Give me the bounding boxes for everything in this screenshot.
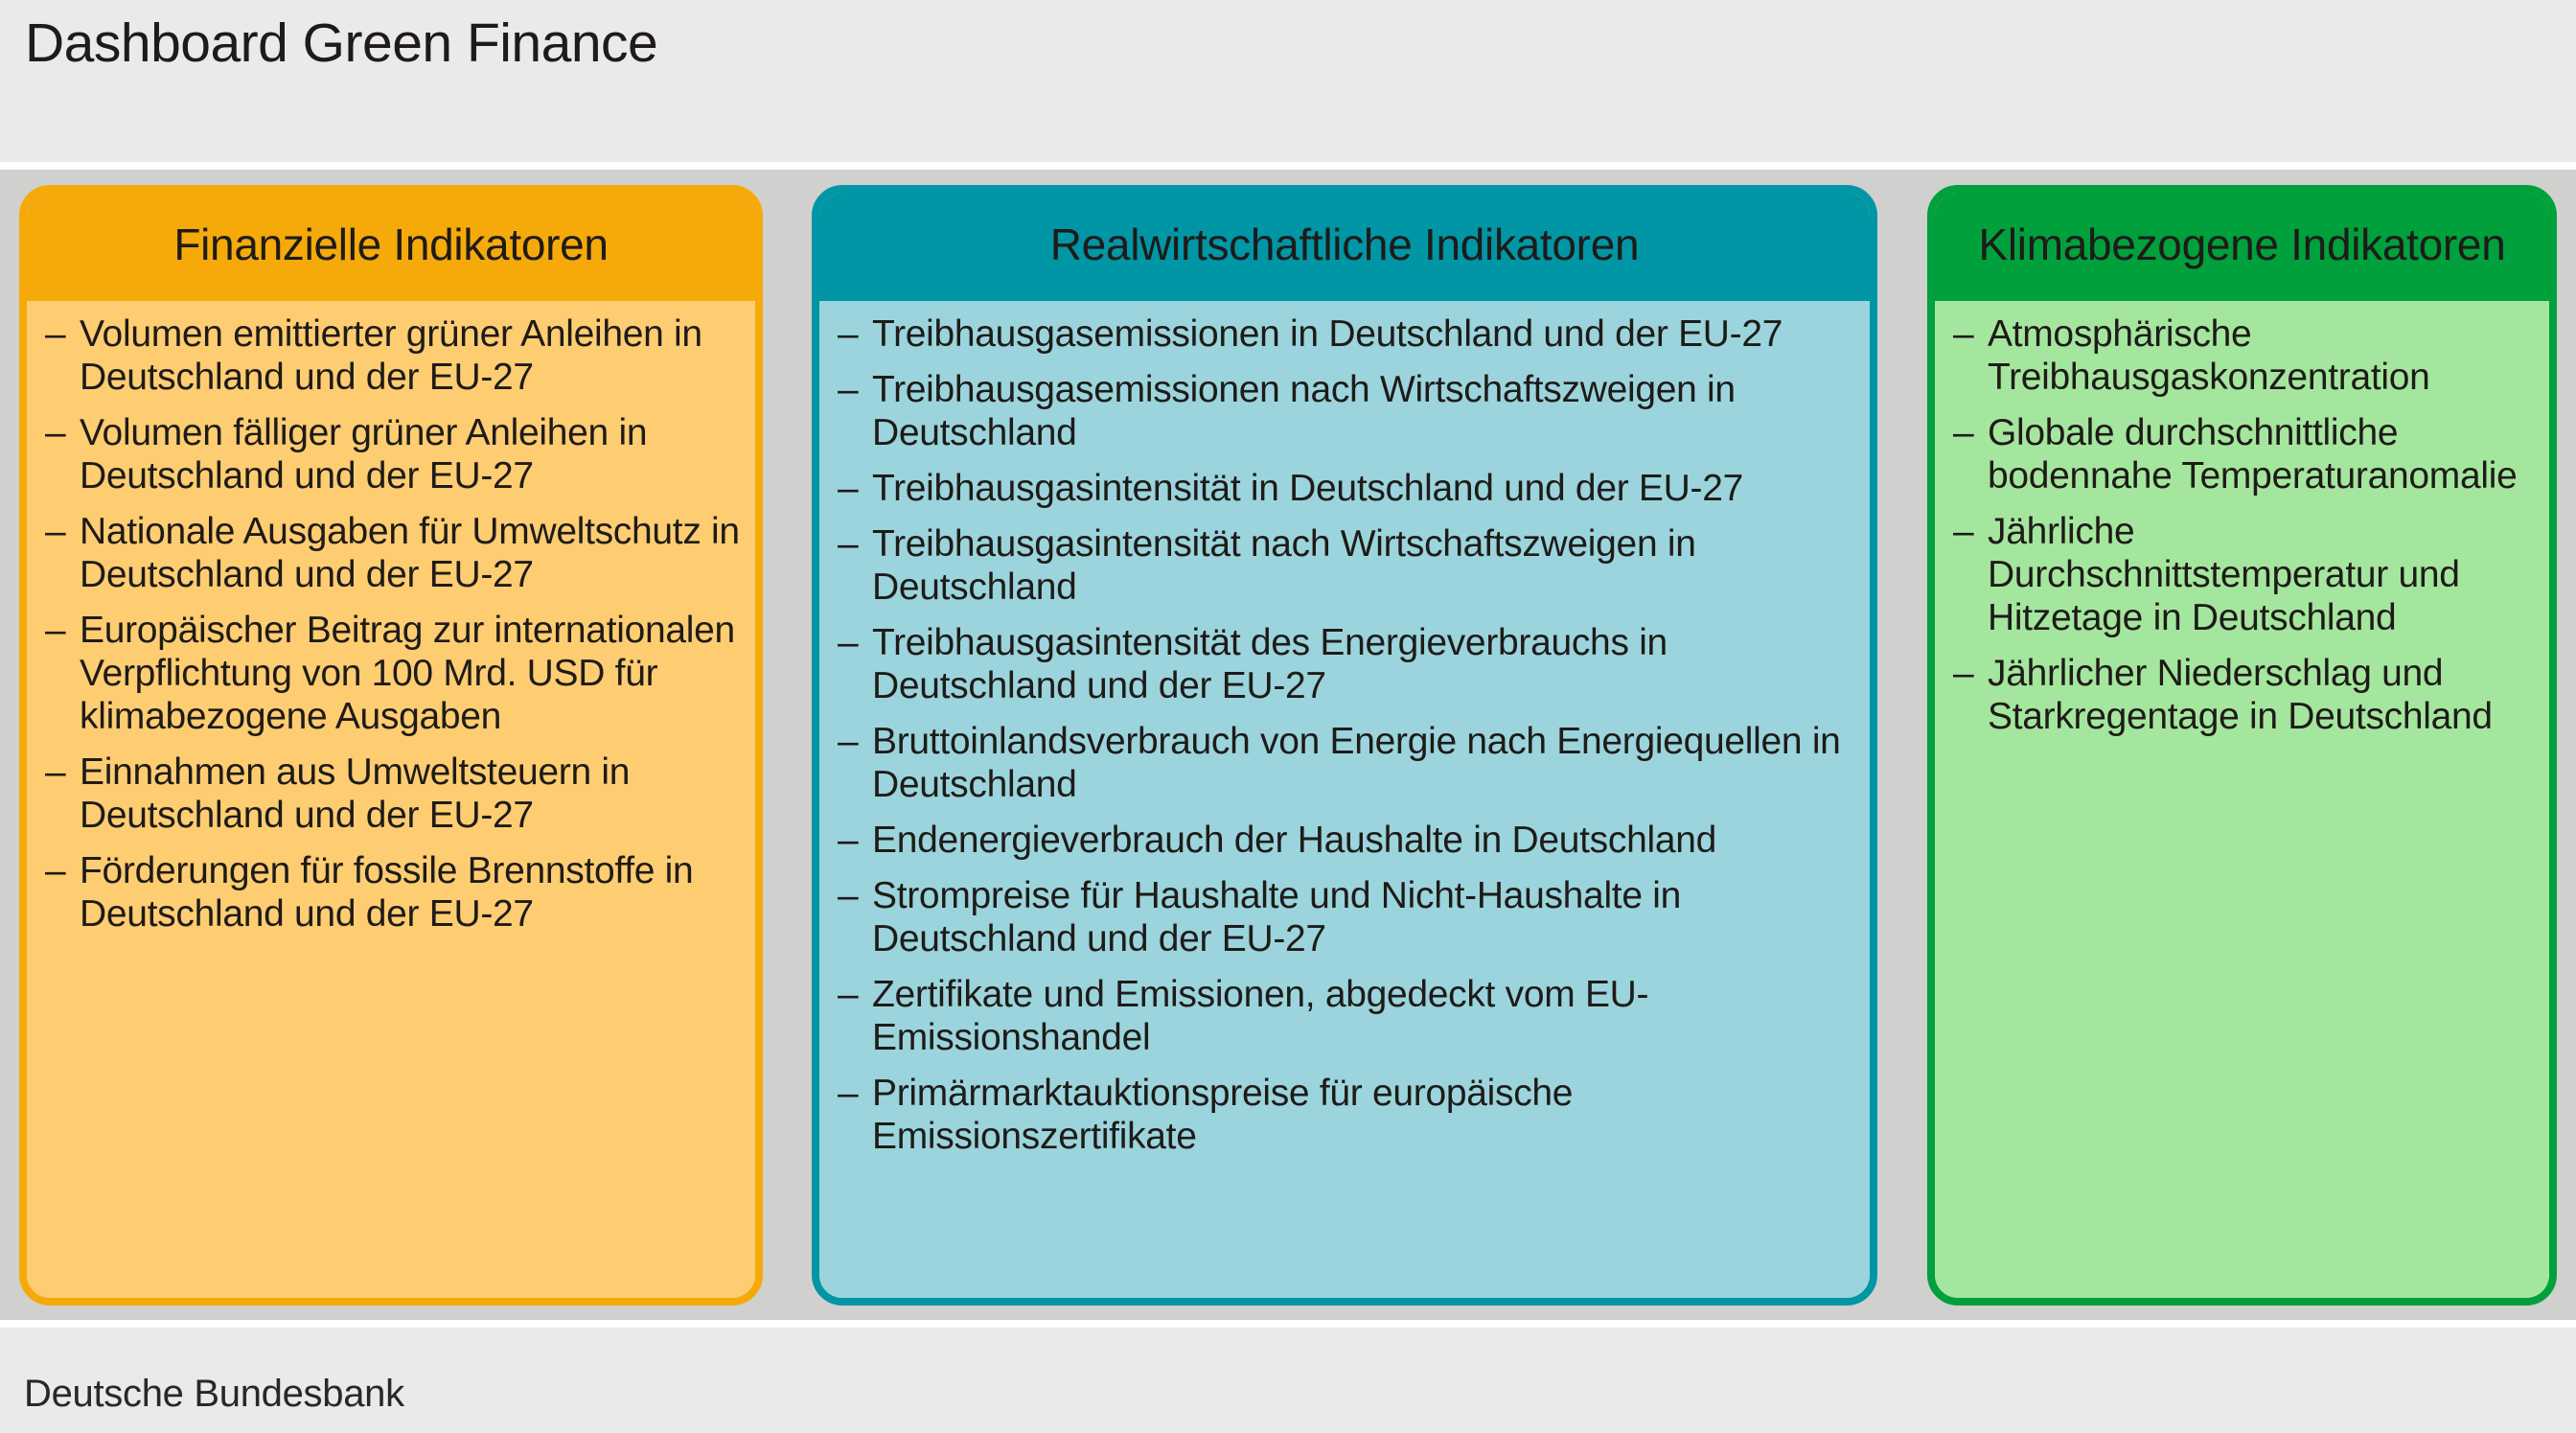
card-climate-indicators <box>1927 185 2557 1306</box>
header-divider <box>0 162 2576 170</box>
indicator-label: Endenergieverbrauch der Haushalte in Deutschland <box>872 820 1717 861</box>
indicator-label: Treibhausgasemissionen in Deutschland und der EU-27 <box>872 313 1783 355</box>
dash-bullet-icon: – <box>838 820 859 861</box>
indicator-item <box>1953 510 2534 639</box>
indicator-label: Bruttoinlandsverbrauch von Energie nach Energiequellen in Deutschland <box>872 721 1841 805</box>
card-body-climate <box>1935 301 2549 1298</box>
dash-bullet-icon: – <box>45 850 66 891</box>
indicator-item <box>838 874 1854 960</box>
dash-bullet-icon: – <box>1953 412 1974 453</box>
indicator-item <box>1953 411 2534 497</box>
card-real-economy-indicators <box>812 185 1877 1306</box>
dash-bullet-icon: – <box>45 751 66 793</box>
indicator-label: Europäischer Beitrag zur internationalen Verpflichtung von 100 Mrd. USD für klimabezogene Ausgaben <box>80 610 735 737</box>
indicator-item <box>45 609 740 738</box>
dash-bullet-icon: – <box>1953 313 1974 355</box>
indicator-item <box>1953 652 2534 738</box>
source-label: Deutsche Bundesbank <box>24 1373 404 1415</box>
dash-bullet-icon: – <box>45 610 66 651</box>
dash-bullet-icon: – <box>1953 511 1974 552</box>
indicator-label: Einnahmen aus Umweltsteuern in Deutschland und der EU-27 <box>80 751 631 836</box>
indicator-label: Förderungen für fossile Brennstoffe in Deutschland und der EU-27 <box>80 850 694 935</box>
dash-bullet-icon: – <box>838 622 859 663</box>
indicator-list-financial <box>45 312 740 936</box>
dash-bullet-icon: – <box>838 1073 859 1114</box>
indicator-label: Treibhausgasintensität des Energieverbrauchs in Deutschland und der EU-27 <box>872 622 1668 706</box>
footer-divider <box>0 1320 2576 1328</box>
indicator-item <box>838 467 1854 510</box>
indicator-item <box>45 849 740 936</box>
card-title-real-economy: Realwirtschaftliche Indikatoren <box>819 193 1870 301</box>
indicator-item <box>1953 312 2534 399</box>
indicator-list-climate <box>1953 312 2534 738</box>
dash-bullet-icon: – <box>838 974 859 1015</box>
indicator-label: Atmosphärische Treibhausgaskonzentration <box>1988 313 2430 398</box>
indicator-label: Volumen fälliger grüner Anleihen in Deutschland und der EU-27 <box>80 412 648 497</box>
dash-bullet-icon: – <box>1953 653 1974 694</box>
indicator-item <box>838 819 1854 862</box>
indicator-label: Strompreise für Haushalte und Nicht-Haushalte in Deutschland und der EU-27 <box>872 875 1682 959</box>
indicator-label: Jährlicher Niederschlag und Starkregentage in Deutschland <box>1988 653 2493 737</box>
indicator-item <box>838 522 1854 609</box>
indicator-label: Globale durchschnittliche bodennahe Temperaturanomalie <box>1988 412 2518 497</box>
indicator-item <box>838 720 1854 806</box>
indicator-item <box>45 312 740 399</box>
dash-bullet-icon: – <box>838 313 859 355</box>
indicator-label: Zertifikate und Emissionen, abgedeckt vom EU-Emissionshandel <box>872 974 1649 1058</box>
indicator-item <box>45 510 740 596</box>
indicator-item <box>838 621 1854 707</box>
indicator-item <box>838 368 1854 454</box>
indicator-label: Jährliche Durchschnittstemperatur und Hitzetage in Deutschland <box>1988 511 2460 638</box>
indicator-label: Volumen emittierter grüner Anleihen in Deutschland und der EU-27 <box>80 313 702 398</box>
page-header <box>0 0 2576 162</box>
dash-bullet-icon: – <box>45 511 66 552</box>
card-financial-indicators <box>19 185 763 1306</box>
indicator-item <box>45 411 740 497</box>
dash-bullet-icon: – <box>838 468 859 509</box>
indicator-item <box>838 312 1854 356</box>
dash-bullet-icon: – <box>838 369 859 410</box>
card-body-financial <box>27 301 755 1298</box>
indicator-item <box>45 751 740 837</box>
page-title: Dashboard Green Finance <box>25 12 658 74</box>
indicator-item <box>838 973 1854 1059</box>
dash-bullet-icon: – <box>45 313 66 355</box>
page-footer <box>0 1328 2576 1433</box>
indicator-label: Primärmarktauktionspreise für europäische Emissionszertifikate <box>872 1073 1574 1157</box>
indicator-label: Nationale Ausgaben für Umweltschutz in Deutschland und der EU-27 <box>80 511 740 595</box>
indicator-label: Treibhausgasintensität nach Wirtschaftszweigen in Deutschland <box>872 523 1696 608</box>
dash-bullet-icon: – <box>838 875 859 916</box>
indicator-item <box>838 1072 1854 1158</box>
dash-bullet-icon: – <box>45 412 66 453</box>
indicator-list-real-economy <box>838 312 1854 1158</box>
dash-bullet-icon: – <box>838 721 859 762</box>
card-body-real-economy <box>819 301 1870 1298</box>
indicator-label: Treibhausgasintensität in Deutschland und der EU-27 <box>872 468 1743 509</box>
indicator-label: Treibhausgasemissionen nach Wirtschaftszweigen in Deutschland <box>872 369 1736 453</box>
card-title-financial: Finanzielle Indikatoren <box>27 193 755 301</box>
card-title-climate: Klimabezogene Indikatoren <box>1935 193 2549 301</box>
dash-bullet-icon: – <box>838 523 859 565</box>
